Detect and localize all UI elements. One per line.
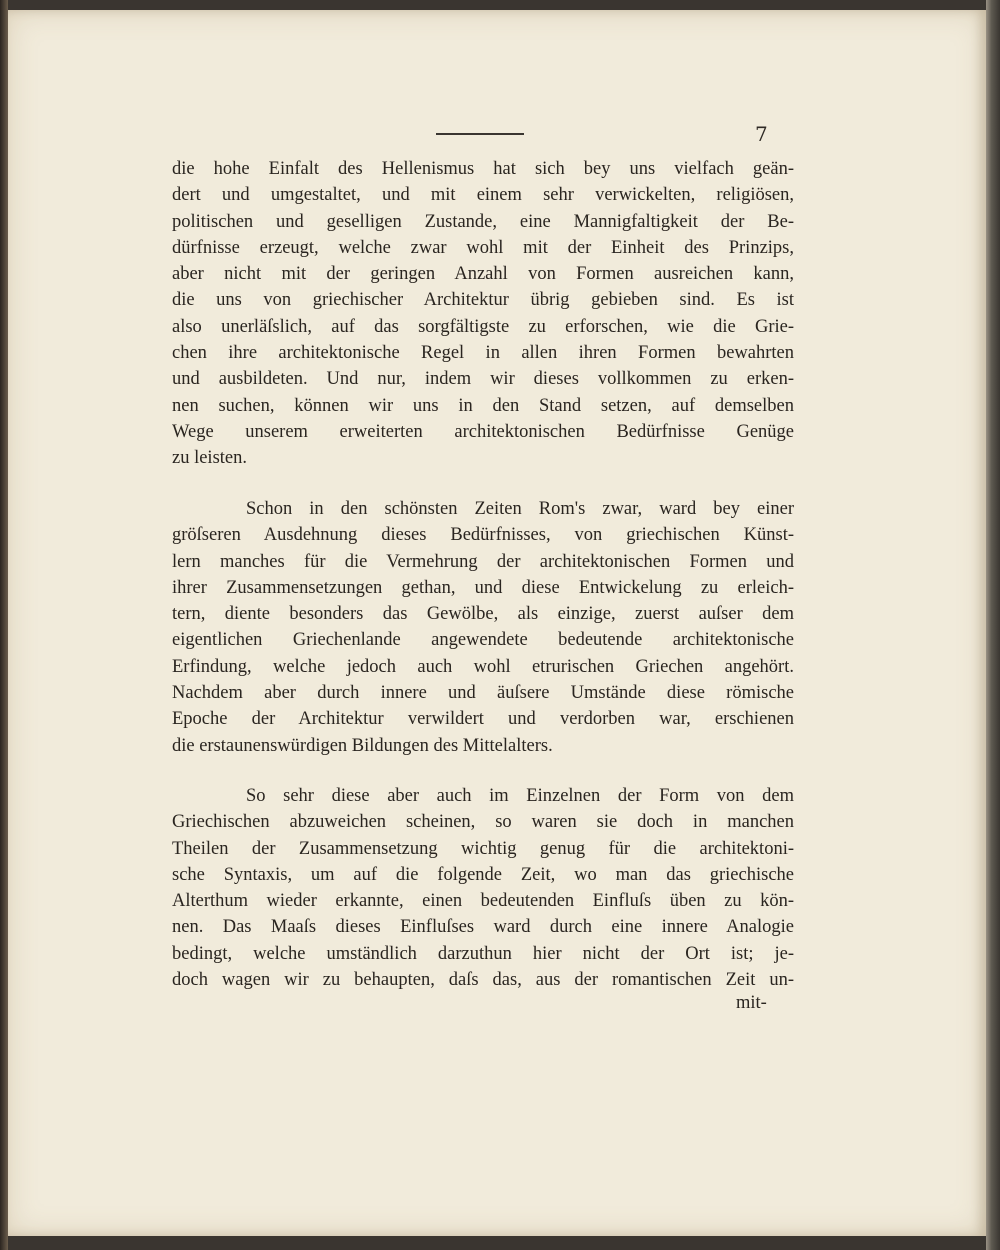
text-line: also unerläſslich, auf das sorgfältigste zu erforschen, wie die Grie- xyxy=(172,316,794,337)
text-line: lern manches für die Vermehrung der architektonischen Formen und xyxy=(172,551,794,572)
text-line: die hohe Einfalt des Hellenismus hat sich bey uns vielfach geän- xyxy=(172,159,794,179)
catchword: mit- xyxy=(736,993,767,1013)
text-line: aber nicht mit der geringen Anzahl von Formen ausreichen kann, xyxy=(172,264,794,285)
text-line: dert und umgestaltet, und mit einem sehr verwickelten, religiösen, xyxy=(172,185,794,206)
text-line: Nachdem aber durch innere und äuſsere Umstände diese römische xyxy=(172,683,794,704)
text-line: und ausbildeten. Und nur, indem wir dieses vollkommen zu erken- xyxy=(172,369,794,390)
text-line: So sehr diese aber auch im Einzelnen der Form von dem xyxy=(246,786,794,806)
text-line: dürfnisse erzeugt, welche zwar wohl mit der Einheit des Prinzips, xyxy=(172,237,794,258)
text-line: eigentlichen Griechenlande angewendete bedeutende architektonische xyxy=(172,630,794,651)
header-rule xyxy=(436,133,524,135)
text-line: politischen und geselligen Zustande, eine Mannigfaltigkeit der Be- xyxy=(172,211,794,232)
text-line: Erfindung, welche jedoch auch wohl etrurischen Griechen angehört. xyxy=(172,656,794,677)
text-line: chen ihre architektonische Regel in allen ihren Formen bewahrten xyxy=(172,343,794,364)
paragraph-3 xyxy=(172,783,794,993)
text-line: ihrer Zusammensetzungen gethan, und diese Entwickelung zu erleich- xyxy=(172,577,794,598)
text-line: Theilen der Zusammensetzung wichtig genug für die architektoni- xyxy=(172,838,794,859)
text-line: die uns von griechischer Architektur übrig gebieben sind. Es ist xyxy=(172,290,794,311)
text-line: bedingt, welche umständlich darzuthun hier nicht der Ort ist; je- xyxy=(172,943,794,964)
text-line: Griechischen abzuweichen scheinen, so waren sie doch in manchen xyxy=(172,812,794,833)
text-line: gröſseren Ausdehnung dieses Bedürfnisses, von griechischen Künst- xyxy=(172,525,794,546)
page-number: 7 xyxy=(755,122,768,146)
text-line: Alterthum wieder erkannte, einen bedeutenden Einfluſs üben zu kön- xyxy=(172,891,794,912)
page-edge-right xyxy=(986,0,1000,1250)
text-line: Epoche der Architektur verwildert und verdorben war, erschienen xyxy=(172,709,794,730)
text-line: die erstaunenswürdigen Bildungen des Mittelalters. xyxy=(172,735,553,756)
page-edge-left xyxy=(0,0,8,1250)
text-line: Wege unserem erweiterten architektonischen Bedürfnisse Genüge xyxy=(172,421,794,442)
text-line: nen. Das Maaſs dieses Einfluſses ward durch eine innere Analogie xyxy=(172,917,794,938)
text-line: sche Syntaxis, um auf die folgende Zeit, wo man das griechische xyxy=(172,864,794,885)
paragraph-2 xyxy=(172,496,794,759)
text-line: zu leisten. xyxy=(172,448,248,469)
text-line: Schon in den schönsten Zeiten Rom's zwar, ward bey einer xyxy=(246,499,794,519)
text-line: tern, diente besonders das Gewölbe, als einzige, zuerst auſser dem xyxy=(172,604,794,625)
paragraph-1 xyxy=(172,156,794,472)
text-line: nen suchen, können wir uns in den Stand setzen, auf demselben xyxy=(172,395,794,416)
text-line: doch wagen wir zu behaupten, daſs das, aus der romantischen Zeit un- xyxy=(172,970,794,991)
